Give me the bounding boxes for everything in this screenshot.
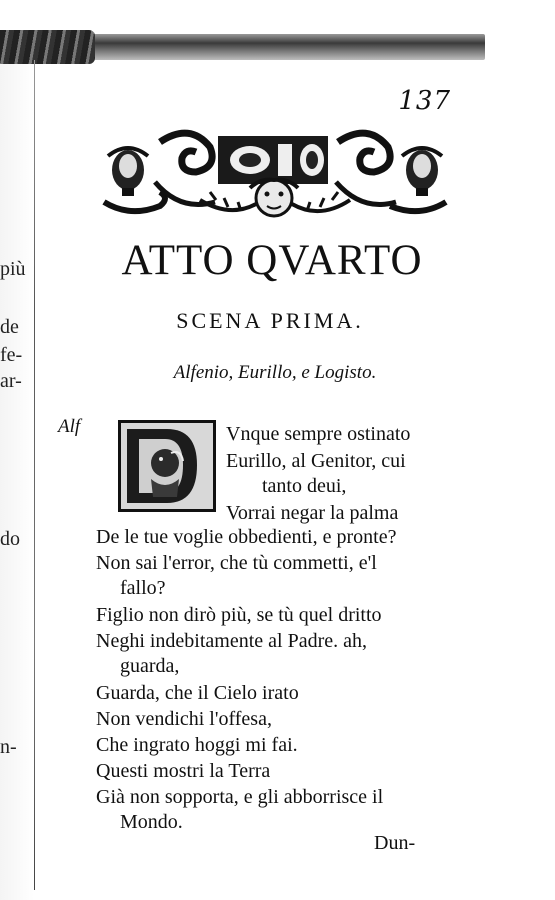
verse-line: tanto deui, — [262, 475, 347, 497]
verse-line: Eurillo, al Genitor, cui — [226, 450, 406, 472]
facing-page-fragment: n- — [0, 736, 17, 758]
catchword: Dun- — [374, 832, 416, 854]
facing-page-fragment: ar- — [0, 370, 22, 392]
ornamental-headpiece — [100, 122, 450, 222]
page-gutter — [34, 60, 35, 890]
facing-page-fragment: fe- — [0, 344, 23, 366]
binding-ribbon — [0, 30, 95, 64]
verse-line: fallo? — [120, 577, 166, 599]
verse-line: Figlio non dirò più, se tù quel dritto — [96, 604, 382, 626]
verse-line: Non sai l'error, che tù commetti, e'l — [96, 552, 377, 574]
verse-line: De le tue voglie obbedienti, e pronte? — [96, 526, 397, 548]
verse-line: Non vendichi l'offesa, — [96, 708, 272, 730]
verse-line: guarda, — [120, 655, 180, 677]
verse-line: Questi mostri la Terra — [96, 760, 271, 782]
facing-page-fragment: de — [0, 316, 19, 338]
speaker-tag: Alf — [58, 416, 81, 437]
verse-line: Guarda, che il Cielo irato — [96, 682, 299, 704]
verse-line: Mondo. — [120, 811, 183, 833]
characters-list: Alfenio, Eurillo, e Logisto. — [173, 362, 377, 383]
facing-page-fragment: più — [0, 258, 26, 280]
page-number: 137 — [398, 86, 451, 116]
verse-line: Vnque sempre ostinato — [226, 423, 411, 445]
decorated-initial — [118, 420, 216, 512]
verse-line: Già non sopporta, e gli abborrisce il — [96, 786, 384, 808]
verse-line: Vorrai negar la palma — [226, 502, 399, 524]
act-title: ATTO QVARTO — [121, 237, 423, 284]
verse-line: Neghi indebitamente al Padre. ah, — [96, 630, 368, 652]
scene-title: SCENA PRIMA. — [176, 308, 364, 333]
facing-page-margin — [0, 60, 34, 900]
facing-page-fragment: do — [0, 528, 20, 550]
verse-line: Che ingrato hoggi mi fai. — [96, 734, 298, 756]
